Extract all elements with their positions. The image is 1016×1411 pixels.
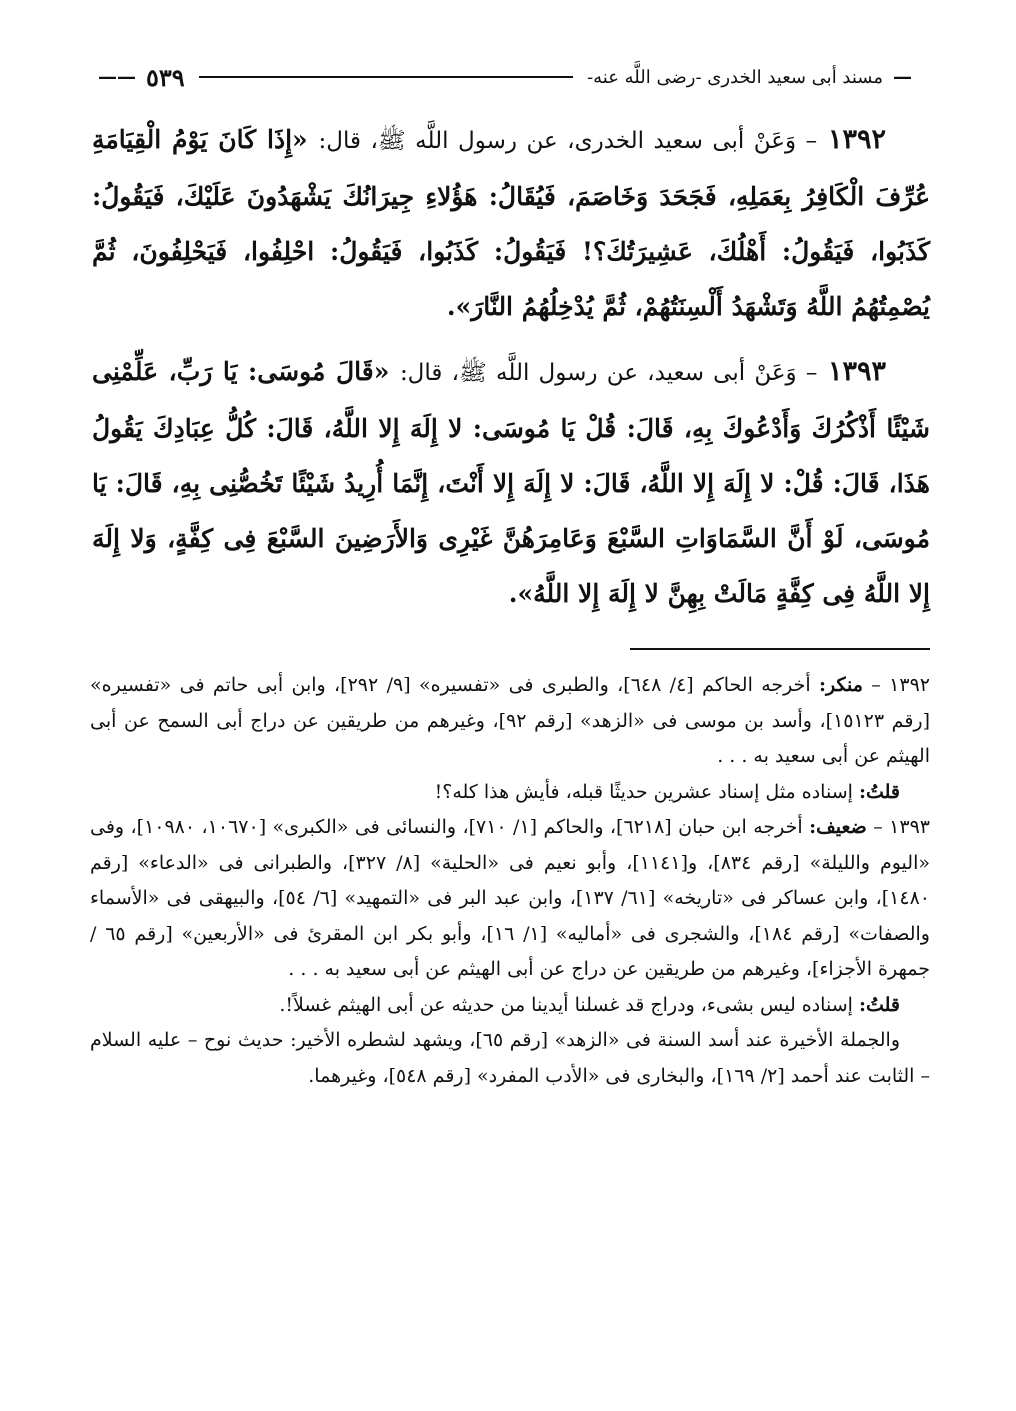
qult-label: قلتُ: [858, 780, 900, 803]
running-header [94, 60, 916, 94]
footnote-comment [90, 775, 930, 811]
header-dash-right: — [893, 66, 912, 88]
footnote-extra: والجملة الأخيرة عند أسد السنة فى «الزهد» [رقم ٦٥]، ويشهد لشطره الأخير: حديث نوح – عليه السلام – الثابت عند أحمد [٢/ ١٦٩]، والبخارى فى «الأدب المفرد» [رقم ٥٤٨]، وغيرهما. [90, 1029, 930, 1087]
footnotes [90, 668, 930, 1094]
qult-text: إسناده مثل إسناد عشرين حديثًا قبله، فأيش هذا كله؟! [434, 780, 853, 803]
hadith-number: ١٣٩٣ [827, 356, 886, 387]
footnote-grade: منكر: [819, 674, 863, 696]
footnote-separator [630, 648, 930, 650]
footnote-grade: ضعيف: [809, 816, 867, 838]
hadith-1393 [92, 344, 930, 621]
header-title: مسند أبى سعيد الخدرى -رضى اللَّه عنه- [587, 66, 883, 88]
hadith-number: ١٣٩٢ [827, 124, 886, 155]
footnote-text: أخرجه ابن حبان [٦٢١٨]، والحاكم [١/ ٧١٠]، والنسائى فى «الكبرى» [١٠٦٧٠، ١٠٩٨٠]، وفى «اليوم والليلة» [رقم ٨٣٤]، و[١١٤١]، وأبو نعيم فى «الحلية» [٨/ ٣٢٧]، والطبرانى فى «الدعاء» [رقم ١٤٨٠]، وابن عساكر فى «تاريخه» [٦١/ ١٣٧]، وابن عبد البر فى «التمهيد» [٦/ ٥٤]، والبيهقى فى «الأسماء والصفات» [رقم ١٨٤]، والشجرى فى «أماليه» [١/ ١٦]، وأبو بكر ابن المقرئ فى «الأربعين» [رقم ٦٥ / جمهرة الأجزاء]، وغيرهم من طريقين عن دراج عن أبى الهيثم عن أبى سعيد به . . . [90, 816, 930, 980]
hadith-isnad: – وَعَنْ أبى سعيد، عن رسول اللَّه ﷺ، قال: [399, 360, 818, 386]
footnote-comment [90, 988, 930, 1024]
footnote-1393: ١٣٩٣ – ضعيف: أخرجه ابن حبان [٦٢١٨]، والحاكم [١/ ٧١٠]، والنسائى فى «الكبرى» [١٠٦٧٠، ١٠٩٨٠]، وفى «اليوم والليلة» [رقم ٨٣٤]، و[١١٤١]، وأبو نعيم فى «الحلية» [٨/ ٣٢٧]، والطبرانى فى «الدعاء» [رقم ١٤٨٠]، وابن عساكر فى «تاريخه» [٦١/ ١٣٧]، وابن عبد البر فى «التمهيد» [٦/ ٥٤]، والبيهقى فى «الأسماء والصفات» [رقم ١٨٤]، والشجرى فى «أماليه» [١/ ١٦]، وأبو بكر ابن المقرئ فى «الأربعين» [رقم ٦٥ / جمهرة الأجزاء]، وغيرهم من طريقين عن دراج عن أبى الهيثم عن أبى سعيد به . . . [90, 816, 930, 980]
header-dash-left: —— [98, 66, 136, 88]
qult-text: إسناده ليس بشىء، ودراج قد غسلنا أيدينا من حديثه عن أبى الهيثم غسلاً!. [279, 993, 853, 1016]
main-text [92, 112, 930, 631]
footnote-1392: ١٣٩٢ – منكر: أخرجه الحاكم [٤/ ٦٤٨]، والطبرى فى «تفسيره» [٩/ ٢٩٢]، وابن أبى حاتم فى «تفسيره» [رقم ١٥١٢٣]، وأسد بن موسى فى «الزهد» [رقم ٩٢]، وغيرهم من طريقين عن دراج أبى السمح عن أبى الهيثم عن أبى سعيد به . . . [90, 674, 931, 767]
hadith-1392 [92, 112, 930, 334]
footnote-text: أخرجه الحاكم [٤/ ٦٤٨]، والطبرى فى «تفسيره» [٩/ ٢٩٢]، وابن أبى حاتم فى «تفسيره» [رقم ١٥١٢٣]، وأسد بن موسى فى «الزهد» [رقم ٩٢]، وغيرهم من طريقين عن دراج أبى السمح عن أبى الهيثم عن أبى سعيد به . . . [90, 674, 931, 767]
hadith-isnad: – وَعَنْ أبى سعيد الخدرى، عن رسول اللَّه ﷺ، قال: [318, 128, 818, 154]
hadith-text: «قَالَ مُوسَى: يَا رَبِّ، عَلِّمْنِى شَيْئًا أَذْكُرُكَ وَأَدْعُوكَ بِهِ، قَالَ: قُلْ يَا مُوسَى: لا إِلَهَ إِلا اللَّهُ، قَالَ: كُلُّ عِبَادِكَ يَقُولُ هَذَا، قَالَ: قُلْ: لا إِلَهَ إِلا اللَّهُ، قَالَ: لا إِلَهَ إِلا أَنْتَ، إِنَّمَا أُرِيدُ شَيْئًا تَخُصُّنِى بِهِ، قَالَ: يَا مُوسَى، لَوْ أَنَّ السَّمَاوَاتِ السَّبْعَ وَعَامِرَهُنَّ غَيْرِى وَالأَرَضِينَ السَّبْعَ فِى كِفَّةٍ، وَلا إِلَهَ إِلا اللَّهُ فِى كِفَّةٍ مَالَتْ بِهِنَّ لا إِلَهَ إِلا اللَّهُ». [92, 357, 930, 608]
footnote-number: ١٣٩٣ [889, 816, 930, 838]
hadith-text: «إِذَا كَانَ يَوْمُ الْقِيَامَةِ عُرِّفَ الْكَافِرُ بِعَمَلِهِ، فَجَحَدَ وَخَاصَمَ، فَيُقَالُ: هَؤُلاءِ جِيرَانُكَ يَشْهَدُونَ عَلَيْكَ، فَيَقُولُ: كَذَبُوا، فَيَقُولُ: أَهْلُكَ، عَشِيرَتُكَ؟! فَيَقُولُ: كَذَبُوا، فَيَقُولُ: احْلِفُوا، فَيَحْلِفُونَ، ثُمَّ يُصْمِتُهُمُ اللَّهُ وَتَشْهَدُ أَلْسِنَتُهُمْ، ثُمَّ يُدْخِلُهُمُ النَّارَ». [92, 125, 930, 321]
footnote-number: ١٣٩٢ [889, 674, 930, 696]
page-number: ٥٣٩ [146, 62, 185, 92]
qult-label: قلتُ: [858, 993, 900, 1016]
header-rule [199, 76, 573, 78]
